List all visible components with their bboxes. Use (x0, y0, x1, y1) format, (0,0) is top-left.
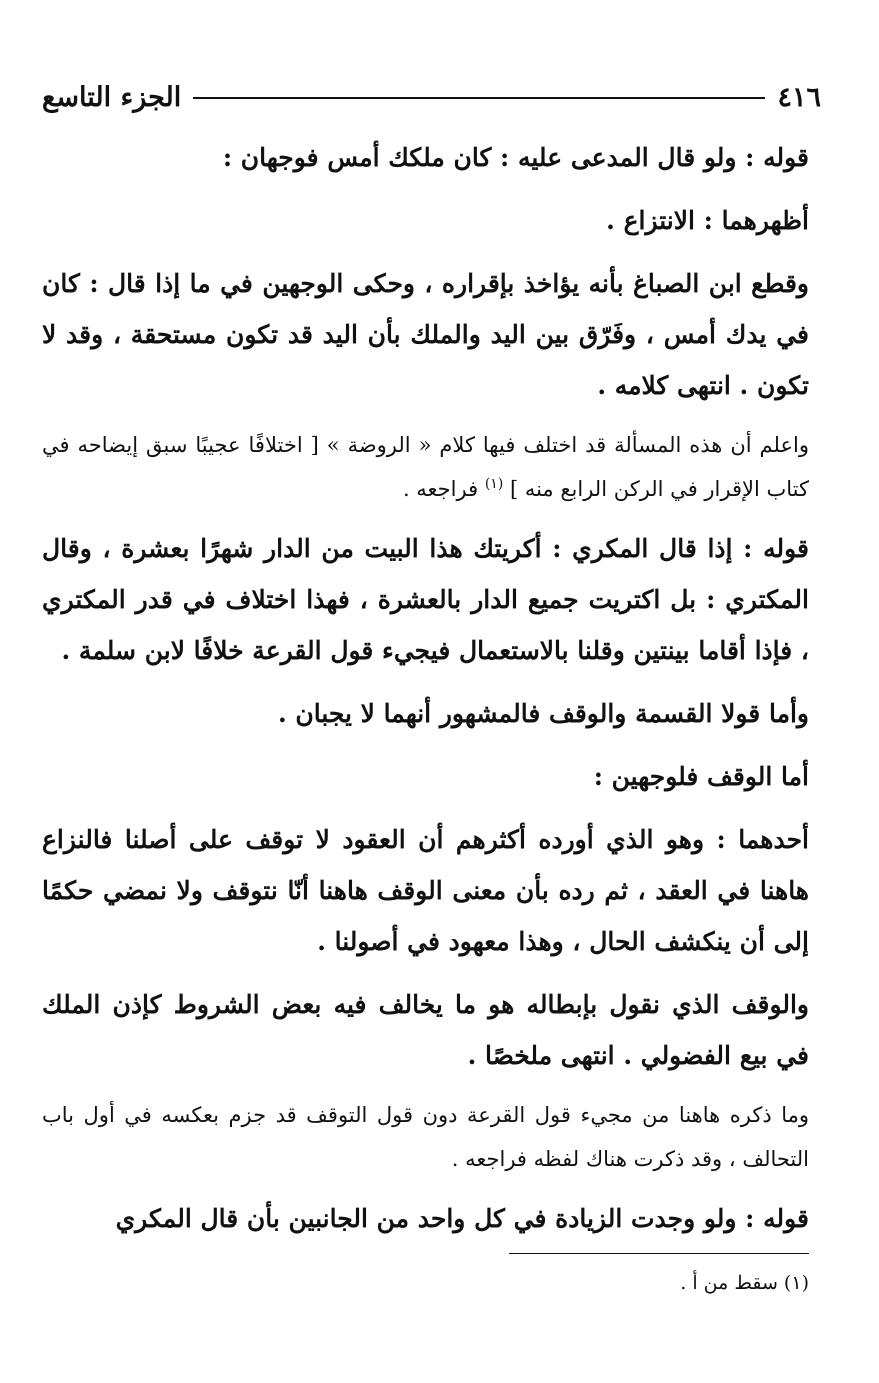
paragraph: قوله : ولو وجدت الزيادة في كل واحد من الجانبين بأن قال المكري (115, 1204, 809, 1233)
page-number: ٤١٦ (777, 82, 821, 113)
paragraph: أظهرهما : الانتزاع . (606, 206, 809, 235)
paragraph: أحدهما : وهو الذي أورده أكثرهم أن العقود لا توقف على أصلنا فالنزاع هاهنا في العقد ، ثم رده بأن معنى الوقف هاهنا أنّا نتوقف ولا نمضي حكمًا إلى أن ينكشف الحال ، وهذا معهود في أصولنا . (42, 825, 809, 956)
page-header (42, 82, 821, 113)
footnote-rule (509, 1253, 809, 1254)
paragraph-text: واعلم أن هذه المسألة قد اختلف فيها كلام « الروضة » [ اختلافًا عجيبًا سبق إيضاحه في كتاب الإقرار في الركن الرابع منه ] (42, 433, 809, 501)
quoted-paragraph: وما ذكره هاهنا من مجيء قول القرعة دون قول التوقف قد جزم بعكسه في أول باب التحالف ، وقد ذكرت هناك لفظه فراجعه . (42, 1103, 810, 1171)
header-rule (193, 97, 765, 99)
part-title: الجزء التاسع (42, 82, 182, 113)
paragraph: أما الوقف فلوجهين : (593, 762, 809, 791)
paragraph: وقطع ابن الصباغ بأنه يؤاخذ بإقراره ، وحكى الوجهين في ما إذا قال : كان في يدك أمس ، وفَرّق بين اليد والملك بأن اليد قد تكون مستحقة ، وقد لا تكون . انتهى كلامه . (42, 269, 809, 400)
paragraph: قوله : إذا قال المكري : أكريتك هذا البيت من الدار شهرًا بعشرة ، وقال المكتري : بل اكتريت جميع الدار بالعشرة ، فهذا اختلاف في قدر المكتري ، فإذا أقاما بينتين وقلنا بالاستعمال فيجيء قول القرعة خلافًا لابن سلمة . (42, 534, 809, 665)
paragraph: والوقف الذي نقول بإبطاله هو ما يخالف فيه بعض الشروط كإذن الملك في بيع الفضولي . انتهى ملخصًا . (42, 990, 809, 1070)
body-text (42, 132, 809, 1256)
paragraph: وأما قولا القسمة والوقف فالمشهور أنهما لا يجبان . (277, 699, 809, 728)
footnote-reference: (١) (484, 476, 504, 492)
quoted-paragraph (42, 423, 809, 511)
paragraph-text: فراجعه . (402, 477, 479, 501)
footnote: (١) سقط من أ . (680, 1272, 809, 1294)
paragraph: قوله : ولو قال المدعى عليه : كان ملكك أمس فوجهان : (222, 143, 809, 172)
